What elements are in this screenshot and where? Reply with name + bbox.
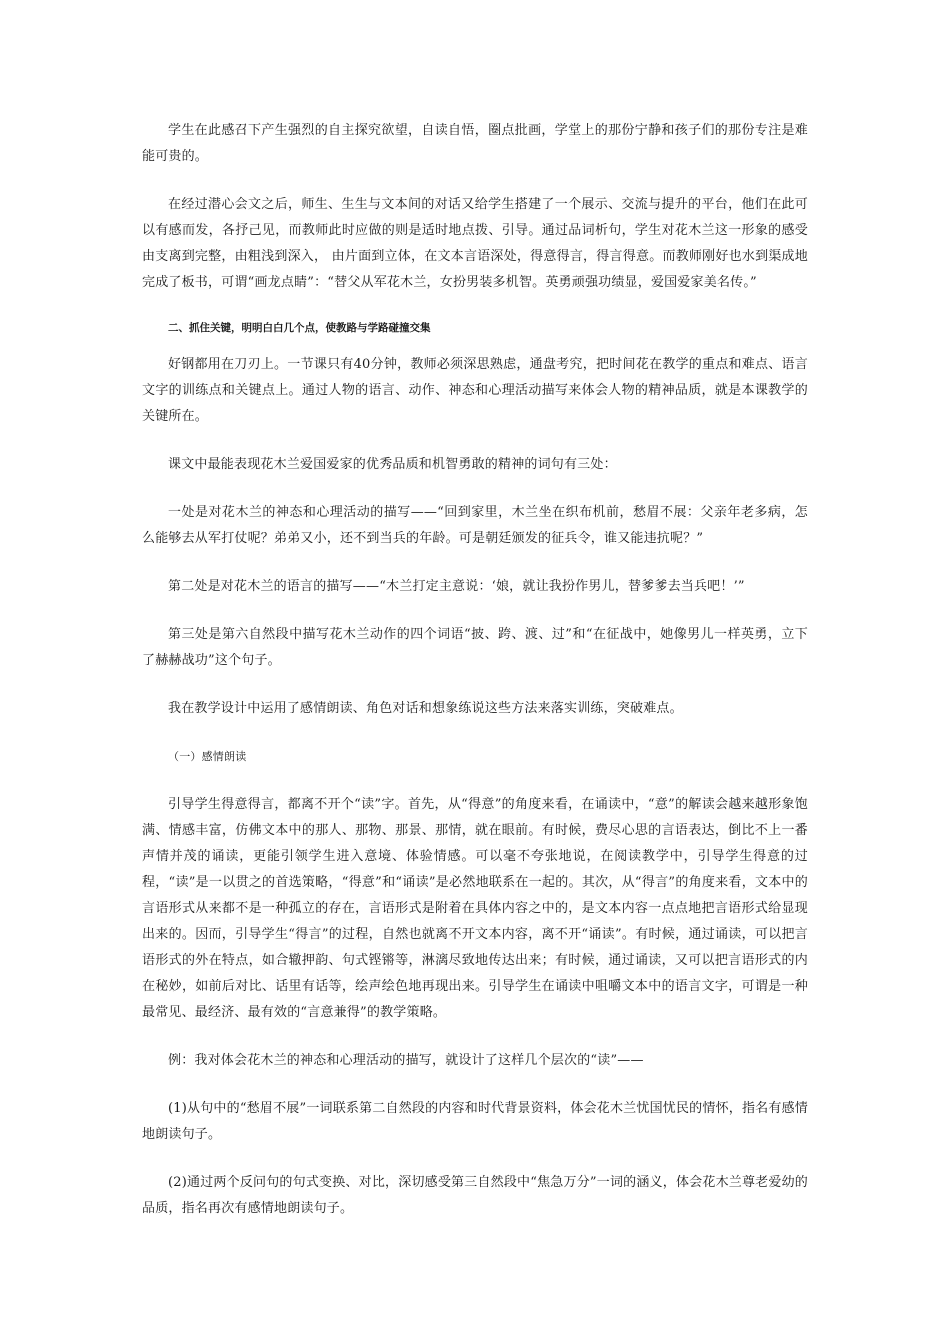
subheading-1: （一）感情朗读	[168, 750, 247, 763]
paragraph-8: 我在教学设计中运用了感情朗读、角色对话和想象练说这些方法来落实训练，突破难点。	[168, 701, 683, 716]
paragraph-6: 第二处是对花木兰的语言的描写——“木兰打定主意说：‘娘，就让我扮作男儿，替爹爹去当兵吧！’”	[168, 579, 745, 594]
paragraph-12: (2)通过两个反问句的句式变换、对比，深切感受第三自然段中“焦急万分”一词的涵义，体会花木兰尊老爱幼的品质，指名再次有感情地朗读句子。	[142, 1175, 808, 1216]
paragraph-10: 例：我对体会花木兰的神态和心理活动的描写，就设计了这样几个层次的“读”——	[168, 1053, 644, 1068]
paragraph-11: (1)从句中的“愁眉不展”一词联系第二自然段的内容和时代背景资料，体会花木兰忧国忧民的情怀，指名有感情地朗读句子。	[142, 1101, 808, 1142]
paragraph-5: 一处是对花木兰的神态和心理活动的描写——“回到家里，木兰坐在织布机前，愁眉不展：父亲年老多病，怎么能够去从军打仗呢？弟弟又小，还不到当兵的年龄。可是朝廷颁发的征兵令，谁又能违抗呢？”	[142, 505, 808, 546]
paragraph-3: 好钢都用在刀刃上。一节课只有40分钟，教师必须深思熟虑，通盘考究，把时间花在教学的重点和难点、语言文字的训练点和关键点上。通过人物的语言、动作、神态和心理活动描写来体会人物的精神品质，就是本课教学的关键所在。	[142, 357, 808, 424]
document-body	[142, 118, 808, 1222]
paragraph-4: 课文中最能表现花木兰爱国爱家的优秀品质和机智勇敢的精神的词句有三处：	[168, 457, 617, 472]
paragraph-2: 在经过潜心会文之后，师生、生生与文本间的对话又给学生搭建了一个展示、交流与提升的平台，他们在此可以有感而发，各抒己见，而教师此时应做的则是适时地点拨、引导。通过品词析句，学生对花木兰这一形象的感受由支离到完整，由粗浅到深入， 由片面到立体，在文本言语深处，得意得言，得言得意。而教师刚好也水到渠成地完成了板书，可谓“画龙点睛”：“替父从军花木兰，女扮男装多机智。英勇顽强功绩显，爱国爱家美名传。”	[142, 197, 808, 290]
paragraph-7: 第三处是第六自然段中描写花木兰动作的四个词语“披、跨、渡、过”和“在征战中，她像男儿一样英勇，立下了赫赫战功”这个句子。	[142, 627, 808, 668]
section-heading-2: 二、抓住关键，明明白白几个点，使教路与学路碰撞交集	[168, 322, 431, 334]
paragraph-1: 学生在此感召下产生强烈的自主探究欲望，自读自悟，圈点批画，学堂上的那份宁静和孩子们的那份专注是难能可贵的。	[142, 123, 808, 164]
paragraph-9: 引导学生得意得言，都离不开个“读”字。首先，从“得意”的角度来看，在诵读中，“意”的解读会越来越形象饱满、情感丰富，仿佛文本中的那人、那物、那景、那情，就在眼前。有时候，费尽心思的言语表达，倒比不上一番声情并茂的诵读，更能引领学生进入意境、体验情感。可以毫不夸张地说，在阅读教学中，引导学生得意的过程，“读”是一以贯之的首选策略，“得意”和“诵读”是必然地联系在一起的。其次，从“得言”的角度来看，文本中的言语形式从来都不是一种孤立的存在，言语形式是附着在具体内容之中的，是文本内容一点点地把言语形式给显现出来的。因而，引导学生“得言”的过程，自然也就离不开文本内容，离不开“诵读”。有时候，通过诵读，可以把言语形式的外在特点，如合辙押韵、句式铿锵等，淋漓尽致地传达出来；有时候，通过诵读，又可以把言语形式的内在秘妙，如前后对比、话里有话等，绘声绘色地再现出来。引导学生在诵读中咀嚼文本中的语言文字，可谓是一种最常见、最经济、最有效的“言意兼得”的教学策略。	[142, 797, 808, 1020]
